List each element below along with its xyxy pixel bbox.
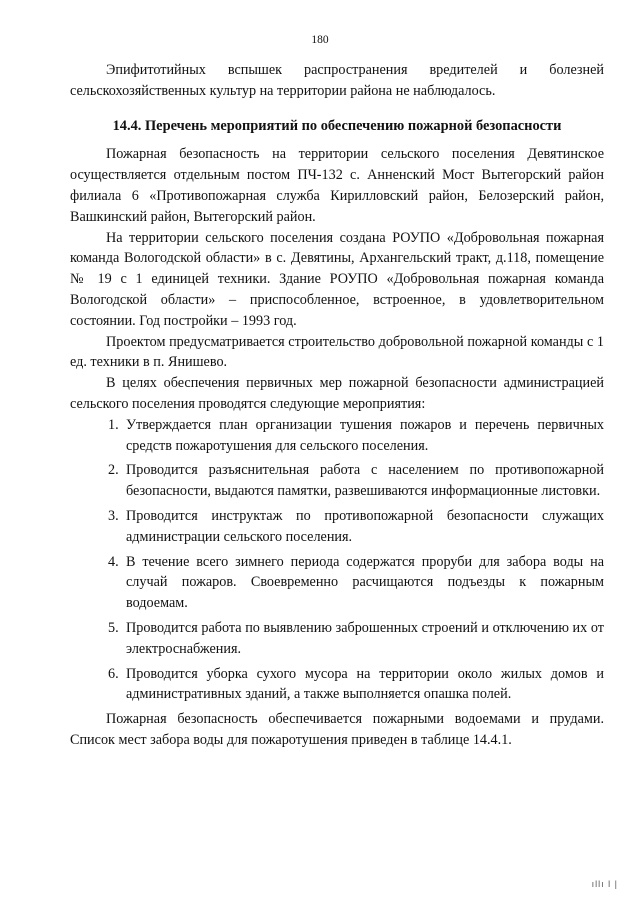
paragraph-fire-post: Пожарная безопасность на территории сельского поселения Девятинское осуществляется отдельным постом ПЧ-132 с. Анненский Мост Вытегорский район филиала 6 «Противопожарная служба Кирилловский район, Белозерский район, Вашкинский район, Вытегорский район. [70,146,604,225]
list-item [70,460,604,502]
list-item-number: 3. [108,507,119,524]
list-item-text: В течение всего зимнего периода содержатся проруби для забора воды на случай пожаров. Своевременно расчищаются подъезды к пожарным водоемам. [126,553,604,612]
list-item [70,618,604,660]
list-item-number: 5. [108,619,119,636]
scan-footer-marks: ıllı l | [591,879,618,889]
measures-list [70,415,604,705]
list-item [70,506,604,548]
paragraph-project: Проектом предусматривается строительство добровольной пожарной команды с 1 ед. техники в п. Янишево. [70,333,604,371]
list-item-text: Проводится инструктаж по противопожарной безопасности служащих администрации сельского поселения. [126,507,604,545]
list-item-text: Проводится разъяснительная работа с населением по противопожарной безопасности, выдаются памятки, развешиваются информационные листовки. [126,462,604,500]
list-item-number: 1. [108,416,119,433]
paragraph-volunteer-team: На территории сельского поселения создана РОУПО «Добровольная пожарная команда Вологодской области» в с. Девятины, Архангельский тракт, д.118, помещение № 19 с 1 единицей техники. Здание РОУПО «Добровольная пожарная команда Вологодской области» – приспособленное, встроенное, в удовлетворительном состоянии. Год постройки – 1993 год. [70,229,604,329]
list-item-number: 6. [108,665,119,682]
list-item-text: Утверждается план организации тушения пожаров и перечень первичных средств пожаротушения для сельского поселения. [126,416,604,454]
list-item-number: 4. [108,553,119,570]
page-number: 180 [311,34,329,46]
list-item-number: 2. [108,462,119,479]
list-item-text: Проводится уборка сухого мусора на территории около жилых домов и административных зданий, а также выполняется опашка полей. [126,665,604,703]
intro-paragraph: Эпифитотийных вспышек распространения вредителей и болезней сельскохозяйственных культур на территории района не наблюдалось. [70,62,604,99]
closing-paragraph: Пожарная безопасность обеспечивается пожарными водоемами и прудами. Список мест забора воды для пожаротушения приведен в таблице 14.4.1. [70,711,604,748]
list-item [70,664,604,706]
list-item [70,552,604,614]
list-item [70,415,604,457]
list-item-text: Проводится работа по выявлению заброшенных строений и отключению их от электроснабжения. [126,619,604,657]
section-heading: 14.4. Перечень мероприятий по обеспечению пожарной безопасности [112,117,562,134]
document-body [70,60,604,751]
paragraph-measures-intro: В целях обеспечения первичных мер пожарной безопасности администрацией сельского поселения проводятся следующие мероприятия: [70,375,604,412]
